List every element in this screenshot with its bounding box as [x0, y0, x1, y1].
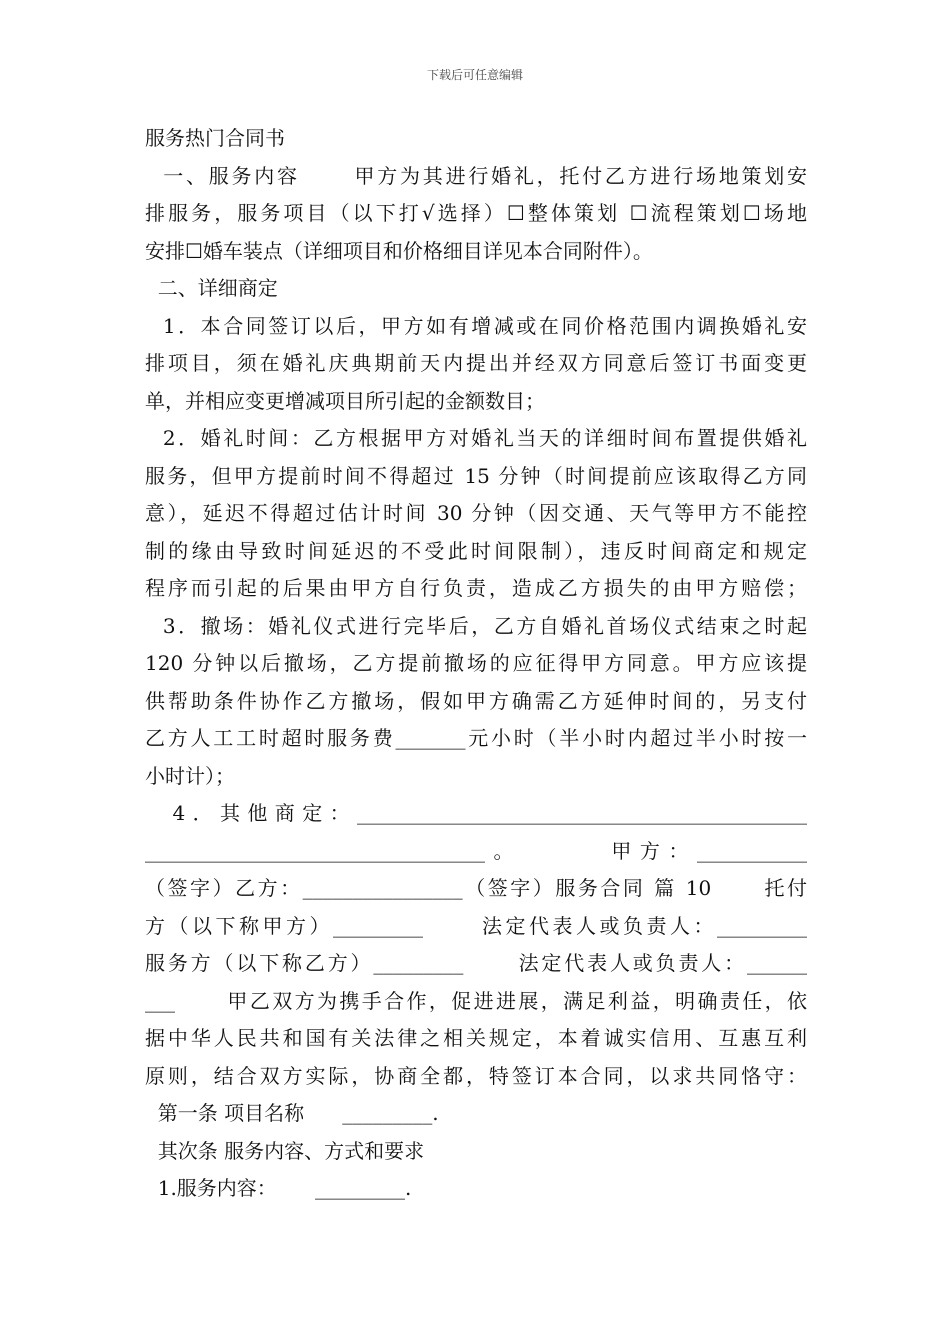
document-line: 服务，但甲方提前时间不得超过 15 分钟（时间提前应该取得乙方同	[145, 463, 807, 488]
document-line: 其次条 服务内容、方式和要求	[145, 1138, 425, 1163]
document-body	[145, 120, 807, 1208]
document-line: 乙方人工工时超时服务费_______元小时（半小时内超过半小时按一	[145, 726, 807, 750]
document-line: 排项目，须在婚礼庆典期前天内提出并经双方同意后签订书面变更	[145, 351, 807, 375]
document-line: 120 分钟以后撤场，乙方提前撤场的应征得甲方同意。甲方应该提	[145, 651, 807, 675]
document-line: 单，并相应变更增减项目所引起的金额数目；	[145, 388, 545, 413]
document-line: 意），延迟不得超过估计时间 30 分钟（因交通、天气等甲方不能控	[145, 501, 807, 525]
document-line: __________________________________。 甲方：___________	[145, 838, 807, 863]
document-line: 原则，结合双方实际，协商全都，特签订本合同，以求共同恪守：	[145, 1063, 807, 1088]
document-line: 服务方（以下称乙方）_________ 法定代表人或负责人：______	[145, 951, 807, 975]
document-line: 2．婚礼时间：乙方根据甲方对婚礼当天的详细时间布置提供婚礼	[145, 426, 807, 450]
document-line: 排服务，服务项目（以下打√选择）☐整体策划 ☐流程策划☐场地	[145, 201, 807, 225]
document-line: 第一条 项目名称 _________.	[145, 1101, 439, 1125]
document-line: 3．撤场：婚礼仪式进行完毕后，乙方自婚礼首场仪式结束之时起	[145, 613, 807, 638]
document-line: 程序而引起的后果由甲方自行负责，造成乙方损失的由甲方赔偿；	[145, 576, 807, 600]
document-line: 方（以下称甲方）_________ 法定代表人或负责人：_________	[145, 913, 807, 938]
document-line: 制的缘由导致时间延迟的不受此时间限制），违反时间商定和规定	[145, 538, 807, 563]
document-line: 1．本合同签订以后，甲方如有增减或在同价格范围内调换婚礼安	[145, 313, 807, 338]
document-line: 服务热门合同书	[145, 126, 285, 150]
document-line: 小时计）；	[145, 763, 235, 788]
document-line: 据中华人民共和国有关法律之相关规定，本着诚实信用、互惠互利	[145, 1026, 807, 1050]
document-line: 4．其他商定：_____________________________________________	[145, 801, 807, 825]
document-line: 1.服务内容： _________.	[145, 1176, 412, 1200]
document-line: ___ 甲乙双方为携手合作，促进进展，满足利益，明确责任，依	[145, 988, 807, 1013]
document-line: 供帮助条件协作乙方撤场，假如甲方确需乙方延伸时间的，另支付	[145, 688, 807, 713]
document-line: 一、服务内容 甲方为其进行婚礼，托付乙方进行场地策划安	[145, 163, 807, 188]
document-line: 二、详细商定	[145, 276, 278, 300]
page-header: 下载后可任意编辑	[426, 68, 523, 82]
document-line: （签字）乙方：________________（签字）服务合同 篇 10 托付	[145, 876, 807, 900]
document-line: 安排☐婚车装点（详细项目和价格细目详见本合同附件）。	[145, 238, 653, 263]
